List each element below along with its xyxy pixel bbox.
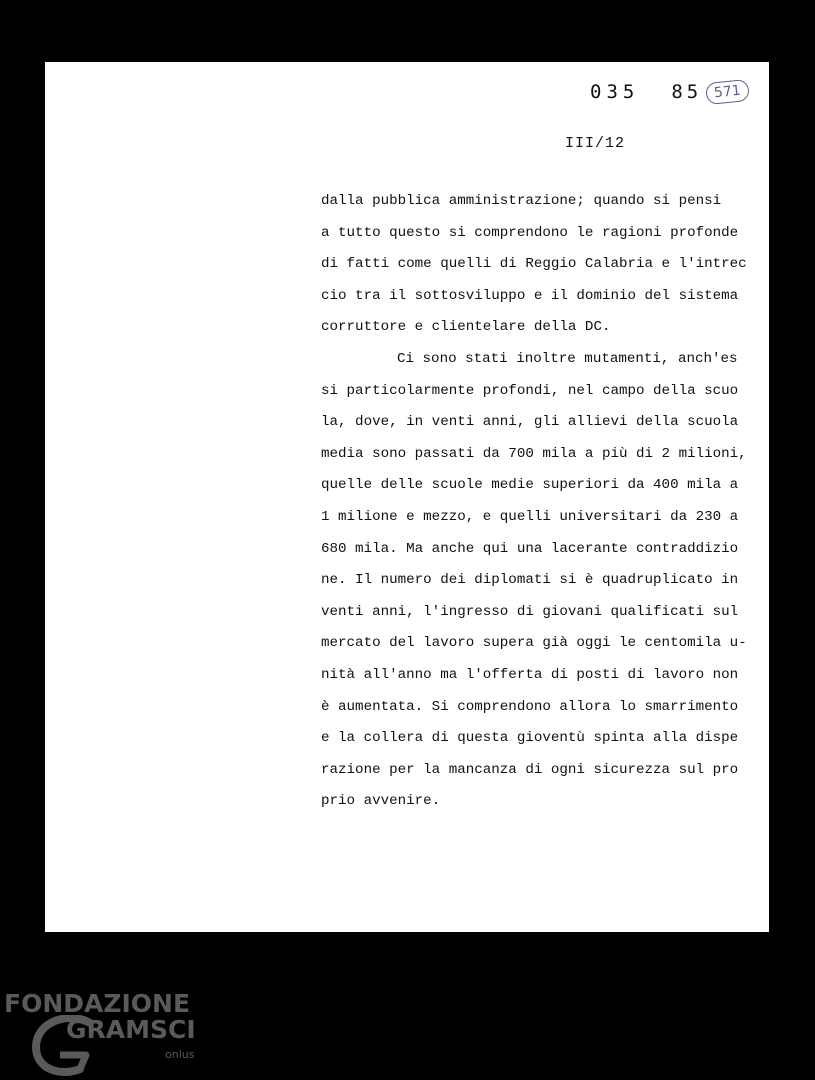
text-line: dalla pubblica amministrazione; quando si pensi — [321, 193, 722, 209]
text-line: media sono passati da 700 mila a più di 2 milioni, — [321, 445, 747, 462]
section-label: III/12 — [565, 135, 626, 152]
text-line: ne. Il numero dei diplomati si è quadruplicato in — [321, 572, 739, 589]
text-line: venti anni, l'ingresso di giovani qualificati sul — [321, 603, 739, 620]
logo-title: FONDAZIONE — [4, 989, 191, 1018]
typewritten-text — [321, 186, 761, 818]
text-line: quelle delle scuole medie superiori da 400 mila a — [321, 477, 739, 494]
page-numbers — [590, 81, 749, 103]
document-page — [45, 62, 769, 932]
page-number: 85 — [671, 81, 703, 103]
text-line: nità all'anno ma l'offerta di posti di lavoro non — [321, 666, 739, 683]
document-number: 035 — [590, 81, 640, 103]
text-line: cio tra il sottosviluppo e il dominio del sistema — [321, 287, 739, 304]
fondazione-gramsci-logo — [0, 985, 210, 1080]
text-line: 680 mila. Ma anche qui una lacerante contraddizio — [321, 540, 739, 557]
logo-subtitle: onlus — [165, 1048, 195, 1061]
text-line: corruttore e clientelare della DC. — [321, 319, 611, 336]
text-line: si particolarmente profondi, nel campo della scuo — [321, 382, 739, 399]
text-line: razione per la mancanza di ogni sicurezza sul pro — [321, 761, 739, 778]
logo-name: GRAMSCI — [66, 1015, 196, 1044]
text-line: prio avvenire. — [321, 793, 441, 810]
text-line: 1 milione e mezzo, e quelli universitari da 230 a — [321, 508, 739, 525]
text-line: di fatti come quelli di Reggio Calabria e l'intrec — [321, 256, 747, 273]
text-line: è aumentata. Si comprendono allora lo smarrimento — [321, 698, 739, 715]
text-line: la, dove, in venti anni, gli allievi della scuola — [321, 414, 739, 431]
text-line: mercato del lavoro supera già oggi le centomila u- — [321, 635, 747, 652]
text-line: a tutto questo si comprendono le ragioni profonde — [321, 224, 739, 241]
paragraph-first-line: Ci sono stati inoltre mutamenti, anch'es — [397, 350, 738, 367]
text-line: e la collera di questa gioventù spinta alla dispe — [321, 730, 739, 747]
archive-stamp: 571 — [705, 79, 750, 105]
